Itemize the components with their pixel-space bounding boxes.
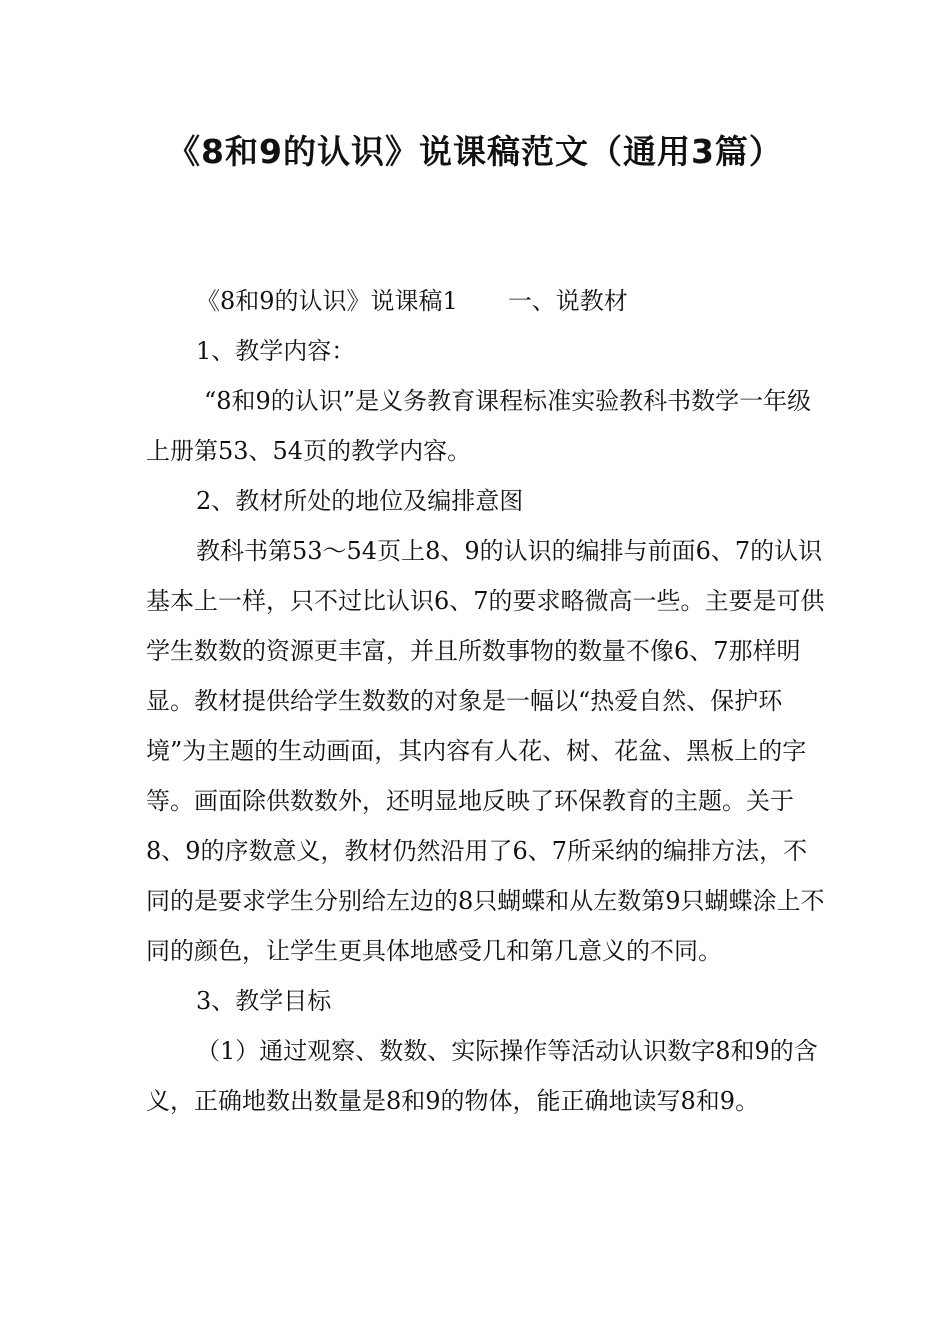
- section-heading: 一、说教材: [507, 287, 628, 315]
- lesson-title: 《8和9的认识》说课稿1: [196, 287, 458, 315]
- paragraph: （1）通过观察、数数、实际操作等活动认识数字8和9的含义，正确地数出数量是8和9的物体，能正确地读写8和9。: [146, 1037, 818, 1115]
- subsection-heading: 1、教学内容：: [196, 337, 356, 365]
- paragraph: 教科书第53～54页上8、9的认识的编排与前面6、7的认识基本上一样，只不过比认识6、7的要求略微高一些。主要是可供学生数数的资源更丰富，并且所数事物的数量不像6、7那样明显。教材提供给学生数数的对象是一幅以“热爱自然、保护环境”为主题的生动画面，其内容有人花、树、花盆、黑板上的字等。画面除供数数外，还明显地反映了环保教育的主题。关于8、9的序数意义，教材仍然沿用了6、7所采纳的编排方法，不同的是要求学生分别给左边的8只蝴蝶和从左数第9只蝴蝶涂上不同的颜色，让学生更具体地感受几和第几意义的不同。: [146, 537, 825, 965]
- paragraph-heading: [146, 276, 826, 326]
- document-body: [146, 276, 826, 1126]
- subsection-heading: 2、教材所处的地位及编排意图: [196, 487, 524, 515]
- document-title: 《8和9的认识》说课稿范文（通用3篇）: [167, 132, 783, 171]
- paragraph: “8和9的认识”是义务教育课程标准实验教科书数学一年级上册第53、54页的教学内容。: [146, 387, 812, 465]
- subsection-heading: 3、教学目标: [196, 987, 332, 1015]
